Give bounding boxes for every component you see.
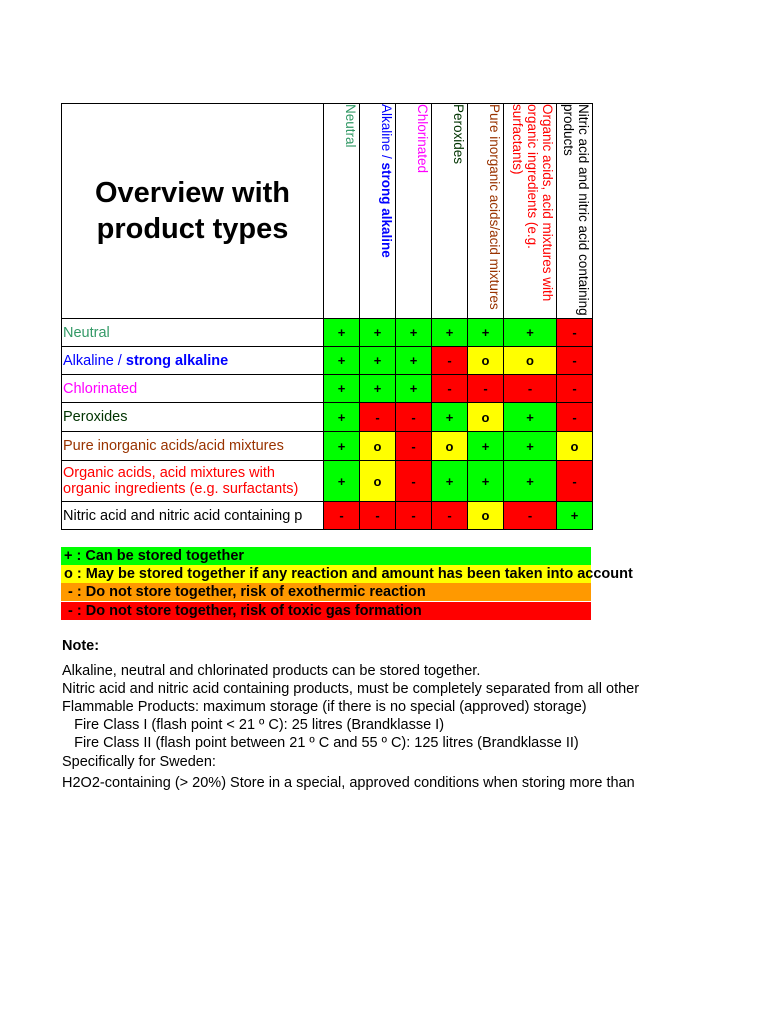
label-part: Neutral [63, 324, 110, 341]
compatibility-cell: + [324, 403, 360, 432]
legend-text: - : Do not store together, risk of exothermic reaction [64, 584, 426, 600]
column-header-label [343, 104, 359, 316]
compatibility-cell: + [504, 461, 557, 502]
label-part: Pure inorganic acids/acid mixtures [63, 438, 284, 454]
legend-exothermic [61, 583, 591, 601]
note-line: Flammable Products: maximum storage (if there is no special (approved) storage) [62, 699, 587, 715]
compatibility-cell: + [396, 319, 432, 347]
label-part: Organic acids, acid mixtures with organic ingredients (e.g. surfactants) [510, 104, 555, 302]
row-label [62, 432, 324, 461]
compatibility-cell: - [396, 403, 432, 432]
compatibility-cell: - [557, 375, 593, 403]
compatibility-cell: o [468, 347, 504, 375]
note-line: Fire Class I (flash point < 21 º C): 25 litres (Brandklasse I) [62, 717, 445, 733]
compatibility-cell: + [324, 461, 360, 502]
compatibility-cell: + [396, 347, 432, 375]
note-line: Fire Class II (flash point between 21 º C and 55 º C): 125 litres (Brandklasse II) [62, 735, 579, 751]
compatibility-cell: - [468, 375, 504, 403]
table-row [62, 432, 593, 461]
compatibility-cell: + [504, 432, 557, 461]
row-label [62, 347, 324, 375]
compatibility-cell: + [396, 375, 432, 403]
column-header-label [415, 104, 431, 316]
compatibility-cell: - [324, 502, 360, 530]
legend-toxic-gas [61, 602, 591, 620]
compatibility-cell: + [432, 319, 468, 347]
row-label [62, 461, 324, 502]
compatibility-cell: - [360, 403, 396, 432]
compatibility-cell: o [468, 403, 504, 432]
label-part: Pure inorganic acids/acid mixtures [487, 104, 502, 310]
row-label [62, 502, 324, 530]
label-part: Chlorinated [63, 380, 138, 397]
compatibility-cell: - [360, 502, 396, 530]
label-part: Nitric acid and nitric acid containing products [561, 104, 591, 316]
compatibility-cell: o [360, 461, 396, 502]
compatibility-cell: o [360, 432, 396, 461]
compatibility-cell: o [504, 347, 557, 375]
compatibility-cell: + [468, 461, 504, 502]
table-row [62, 319, 593, 347]
legend-text: + : Can be stored together [64, 548, 245, 564]
compatibility-cell: + [324, 347, 360, 375]
note-line: Alkaline, neutral and chlorinated products can be stored together. [62, 663, 481, 679]
compatibility-cell: + [360, 375, 396, 403]
legend-may-store [61, 565, 633, 583]
compatibility-cell: + [432, 403, 468, 432]
compatibility-cell: + [504, 403, 557, 432]
compatibility-cell: + [360, 347, 396, 375]
column-header [324, 104, 360, 319]
table-row [62, 375, 593, 403]
label-part: Alkaline / [379, 104, 394, 163]
compatibility-cell: + [468, 432, 504, 461]
label-part: Chlorinated [415, 104, 430, 174]
label-part: Alkaline / [63, 352, 126, 369]
label-part: Peroxides [63, 409, 128, 425]
column-header-label [510, 104, 556, 316]
compatibility-cell: - [557, 319, 593, 347]
label-part: strong alkaline [125, 352, 229, 369]
compatibility-cell: - [504, 502, 557, 530]
compatibility-cell: + [324, 432, 360, 461]
compatibility-cell: - [557, 403, 593, 432]
note-line: H2O2-containing (> 20%) Store in a special, approved conditions when storing more than [62, 775, 635, 791]
column-header [468, 104, 504, 319]
compatibility-cell: + [557, 502, 593, 530]
row-label [62, 319, 324, 347]
table-row [62, 347, 593, 375]
column-header [557, 104, 593, 319]
legend-text: o : May be stored together if any reaction and amount has been taken into account [64, 566, 633, 582]
label-part: Peroxides [451, 104, 466, 165]
compatibility-cell: - [396, 502, 432, 530]
column-header-label [561, 104, 592, 316]
compatibility-cell: - [432, 502, 468, 530]
compatibility-cell: - [504, 375, 557, 403]
compatibility-cell: + [468, 319, 504, 347]
column-header [360, 104, 396, 319]
column-header [432, 104, 468, 319]
table-row [62, 403, 593, 432]
compatibility-cell: - [432, 375, 468, 403]
compatibility-cell: + [432, 461, 468, 502]
column-header [396, 104, 432, 319]
compatibility-cell: - [432, 347, 468, 375]
label-part: strong alkaline [379, 162, 394, 258]
label-part: Organic acids, acid mixtures with organic ingredients (e.g. surfactants) [63, 465, 299, 497]
column-header-label [379, 104, 395, 316]
compatibility-cell: + [360, 319, 396, 347]
compatibility-table [61, 103, 593, 530]
compatibility-cell: o [432, 432, 468, 461]
column-header [504, 104, 557, 319]
title-cell [62, 104, 324, 319]
compatibility-cell: + [324, 319, 360, 347]
compatibility-cell: + [324, 375, 360, 403]
compatibility-cell: o [557, 432, 593, 461]
note-line: Nitric acid and nitric acid containing products, must be completely separated from all other [62, 681, 640, 697]
page-title: Overview with product types [94, 177, 290, 245]
compatibility-cell: - [557, 347, 593, 375]
row-label [62, 403, 324, 432]
compatibility-cell: - [557, 461, 593, 502]
table-row [62, 502, 593, 530]
compatibility-cell: - [396, 432, 432, 461]
note-line: Specifically for Sweden: [62, 754, 216, 770]
row-label [62, 375, 324, 403]
compatibility-cell: + [504, 319, 557, 347]
compatibility-cell: - [396, 461, 432, 502]
table-row [62, 461, 593, 502]
column-header-label [487, 104, 503, 316]
column-header-label [451, 104, 467, 316]
legend-can-store [61, 547, 591, 565]
label-part: Nitric acid and nitric acid containing p [63, 507, 303, 524]
note-heading: Note: [62, 638, 100, 654]
legend-text: - : Do not store together, risk of toxic gas formation [64, 603, 422, 619]
label-part: Neutral [343, 104, 358, 148]
compatibility-cell: o [468, 502, 504, 530]
